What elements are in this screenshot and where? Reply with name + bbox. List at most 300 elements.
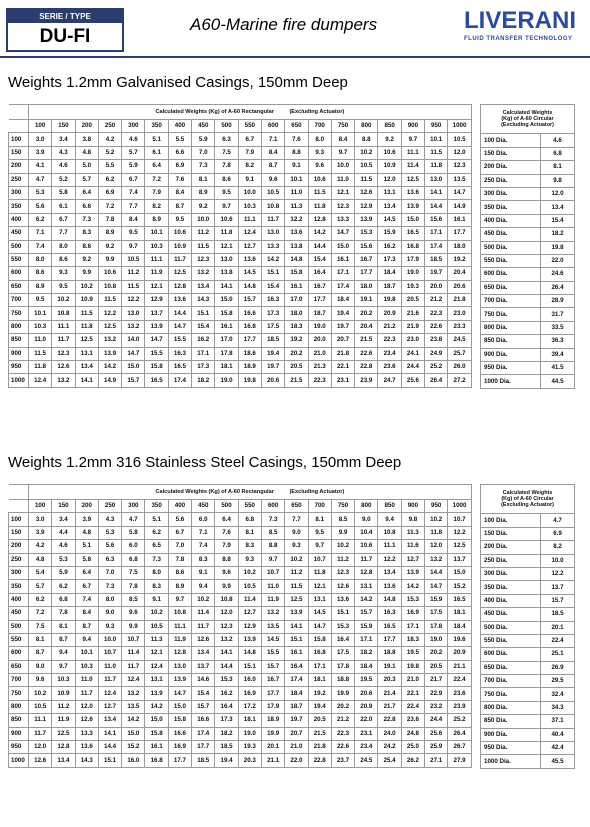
weight-cell: 8.3: [238, 540, 261, 553]
height-header: 950: [9, 741, 29, 754]
circular-weight: 13.7: [541, 581, 575, 594]
width-header: 400: [168, 500, 191, 513]
weight-cell: 16.1: [285, 647, 308, 660]
width-header: 800: [355, 500, 378, 513]
weight-cell: 8.0: [29, 253, 52, 266]
weight-cell: 3.4: [52, 513, 75, 526]
weight-cell: 13.6: [168, 294, 191, 307]
weight-cell: 13.0: [261, 227, 284, 240]
weight-cell: 26.7: [448, 741, 471, 754]
circular-weight: 24.6: [541, 268, 575, 281]
weight-cell: 20.6: [261, 374, 284, 387]
weight-cell: 15.0: [215, 294, 238, 307]
weight-cell: 11.2: [52, 700, 75, 713]
brand-tagline: FLUID TRANSFER TECHNOLOGY: [464, 36, 573, 42]
weight-cell: 8.8: [261, 540, 284, 553]
height-header: 950: [9, 361, 29, 374]
weight-cell: 19.4: [308, 700, 331, 713]
weight-cell: 13.8: [215, 267, 238, 280]
weight-cell: 11.9: [145, 267, 168, 280]
weight-cell: 13.9: [285, 607, 308, 620]
weight-cell: 7.3: [192, 160, 215, 173]
weight-cell: 22.3: [331, 727, 354, 740]
diameter-label: 150 Dia.: [481, 527, 541, 540]
weight-cell: 8.0: [145, 566, 168, 579]
weight-cell: 8.2: [145, 200, 168, 213]
weight-cell: 20.2: [355, 307, 378, 320]
weight-cell: 9.8: [401, 513, 424, 526]
weight-cell: 16.1: [145, 741, 168, 754]
weight-cell: 5.8: [52, 186, 75, 199]
height-header: 700: [9, 674, 29, 687]
weight-cell: 4.6: [122, 133, 145, 146]
weight-cell: 13.2: [215, 633, 238, 646]
circular-caption-line: (Excluding Actuator): [501, 122, 554, 129]
weight-cell: 25.6: [425, 727, 448, 740]
height-header: 450: [9, 607, 29, 620]
weight-cell: 11.2: [192, 227, 215, 240]
table-row: [9, 347, 472, 360]
weight-cell: 10.2: [425, 513, 448, 526]
weight-cell: 9.5: [29, 294, 52, 307]
weight-cell: 10.5: [238, 580, 261, 593]
weight-cell: 20.6: [355, 687, 378, 700]
weight-cell: 17.4: [168, 374, 191, 387]
weight-cell: 21.7: [378, 700, 401, 713]
weight-cell: 16.8: [238, 320, 261, 333]
circular-weight: 13.4: [541, 201, 575, 214]
weight-cell: 14.8: [378, 593, 401, 606]
weight-cell: 15.0: [331, 240, 354, 253]
width-header: 950: [425, 120, 448, 133]
weight-cell: 14.7: [145, 334, 168, 347]
width-header: 850: [378, 120, 401, 133]
caption-row: [9, 485, 472, 500]
weight-cell: 13.9: [401, 200, 424, 213]
circular-weight: 8.1: [541, 161, 575, 174]
weight-cell: 10.2: [52, 294, 75, 307]
weight-cell: 8.7: [75, 620, 98, 633]
circular-weight: 32.4: [541, 688, 575, 701]
weight-cell: 19.7: [425, 267, 448, 280]
weight-cell: 14.7: [122, 347, 145, 360]
circular-weight: 19.8: [541, 241, 575, 254]
weight-cell: 9.7: [122, 240, 145, 253]
weight-cell: 14.3: [192, 294, 215, 307]
weight-cell: 13.6: [285, 227, 308, 240]
weight-cell: 22.1: [401, 687, 424, 700]
weight-cell: 14.1: [75, 374, 98, 387]
weight-cell: 17.3: [215, 714, 238, 727]
weight-cell: 16.3: [168, 347, 191, 360]
weight-cell: 9.0: [98, 607, 121, 620]
circular-row: [481, 554, 575, 567]
weight-cell: 4.3: [52, 146, 75, 159]
weight-cell: 5.2: [98, 146, 121, 159]
height-header: 850: [9, 714, 29, 727]
weight-cell: 21.0: [285, 741, 308, 754]
weight-cell: 21.2: [378, 320, 401, 333]
weight-cell: 18.0: [285, 307, 308, 320]
section-title-stainless: Weights 1.2mm 316 Stainless Steel Casings, 150mm Deep: [8, 454, 402, 471]
weight-cell: 22.3: [378, 334, 401, 347]
weight-cell: 15.7: [355, 607, 378, 620]
weight-cell: 12.0: [448, 146, 471, 159]
weight-cell: 5.9: [122, 160, 145, 173]
weight-cell: 19.0: [215, 374, 238, 387]
weight-cell: 13.0: [168, 660, 191, 673]
weight-cell: 4.6: [52, 540, 75, 553]
corner-cell: [9, 485, 29, 500]
weight-cell: 6.2: [98, 173, 121, 186]
weight-cell: 15.2: [122, 741, 145, 754]
weight-cell: 3.0: [29, 133, 52, 146]
weight-cell: 9.9: [98, 253, 121, 266]
height-header: 150: [9, 146, 29, 159]
weight-cell: 6.8: [238, 513, 261, 526]
weight-cell: 6.0: [192, 513, 215, 526]
weight-cell: 19.1: [378, 660, 401, 673]
weight-cell: 12.6: [52, 361, 75, 374]
weight-cell: 10.5: [261, 186, 284, 199]
weight-cell: 18.5: [192, 754, 215, 767]
weight-cell: 17.1: [192, 347, 215, 360]
weight-cell: 15.3: [215, 674, 238, 687]
weight-cell: 14.7: [331, 227, 354, 240]
weight-cell: 5.7: [122, 146, 145, 159]
weight-cell: 4.3: [98, 513, 121, 526]
weight-cell: 10.6: [378, 146, 401, 159]
weight-cell: 7.0: [192, 146, 215, 159]
caption-row: [9, 105, 472, 120]
circular-caption-line: (Excluding Actuator): [501, 502, 554, 509]
weight-cell: 20.3: [378, 674, 401, 687]
weight-cell: 11.7: [192, 620, 215, 633]
weight-cell: 24.5: [448, 334, 471, 347]
weight-cell: 4.8: [29, 553, 52, 566]
weight-cell: 16.8: [145, 754, 168, 767]
table-row: [9, 714, 472, 727]
weight-cell: 21.2: [331, 714, 354, 727]
brand-logo: [464, 8, 584, 50]
weight-cell: 14.9: [98, 374, 121, 387]
weight-cell: 15.1: [192, 307, 215, 320]
weight-cell: 14.2: [308, 227, 331, 240]
weight-cell: 8.2: [238, 160, 261, 173]
width-header: 900: [401, 120, 424, 133]
weight-cell: 16.7: [261, 674, 284, 687]
weight-cell: 17.4: [331, 280, 354, 293]
weight-cell: 13.1: [145, 674, 168, 687]
weight-cell: 14.2: [145, 700, 168, 713]
weight-cell: 9.0: [285, 526, 308, 539]
weight-cell: 12.4: [145, 660, 168, 673]
weight-cell: 5.5: [168, 133, 191, 146]
circular-row: [481, 715, 575, 728]
weight-cell: 10.2: [29, 687, 52, 700]
weight-cell: 11.8: [29, 361, 52, 374]
weight-cell: 10.5: [122, 253, 145, 266]
weight-cell: 12.4: [29, 374, 52, 387]
weight-cell: 11.8: [308, 200, 331, 213]
weight-cell: 12.1: [308, 580, 331, 593]
weight-cell: 6.2: [29, 213, 52, 226]
weight-cell: 9.6: [29, 674, 52, 687]
weight-cell: 6.4: [75, 566, 98, 579]
width-header: 300: [122, 500, 145, 513]
weight-cell: 20.0: [425, 280, 448, 293]
weight-cell: 9.1: [192, 566, 215, 579]
weight-cell: 5.3: [52, 553, 75, 566]
weight-cell: 10.2: [355, 146, 378, 159]
weight-cell: 18.0: [448, 240, 471, 253]
weight-cell: 7.2: [145, 173, 168, 186]
header-divider: [0, 56, 590, 58]
weight-cell: 8.7: [261, 160, 284, 173]
circular-weight: 8.2: [541, 541, 575, 554]
width-header: 100: [29, 120, 52, 133]
weight-cell: 15.1: [238, 660, 261, 673]
height-header: 650: [9, 280, 29, 293]
weight-cell: 11.2: [285, 566, 308, 579]
weight-cell: 6.7: [122, 173, 145, 186]
weight-cell: 16.4: [308, 267, 331, 280]
weight-cell: 13.2: [98, 334, 121, 347]
height-header: 200: [9, 160, 29, 173]
circular-row: [481, 321, 575, 334]
weight-cell: 17.9: [401, 253, 424, 266]
weight-cell: 11.4: [401, 160, 424, 173]
height-header: 650: [9, 660, 29, 673]
table-row: [9, 146, 472, 159]
weight-cell: 7.7: [122, 200, 145, 213]
weight-cell: 18.4: [331, 294, 354, 307]
weight-cell: 19.3: [238, 741, 261, 754]
circular-row: [481, 514, 575, 527]
weight-cell: 15.5: [168, 334, 191, 347]
weight-cell: 11.1: [401, 146, 424, 159]
weight-cell: 11.3: [285, 200, 308, 213]
circular-row: [481, 241, 575, 254]
weight-cell: 10.2: [238, 566, 261, 579]
weight-cell: 14.6: [192, 674, 215, 687]
weight-cell: 23.4: [355, 741, 378, 754]
weight-cell: 16.4: [331, 633, 354, 646]
weight-cell: 14.2: [261, 253, 284, 266]
weight-cell: 9.5: [308, 526, 331, 539]
diameter-label: 350 Dia.: [481, 581, 541, 594]
weight-cell: 14.5: [238, 267, 261, 280]
weight-cell: 20.7: [285, 727, 308, 740]
stainless-circular-table: [480, 484, 575, 769]
weight-cell: 12.2: [285, 213, 308, 226]
circular-weight: 41.5: [541, 362, 575, 375]
weight-cell: 10.1: [145, 227, 168, 240]
weight-cell: 17.1: [355, 633, 378, 646]
table-row: [9, 280, 472, 293]
height-header: 700: [9, 294, 29, 307]
weight-cell: 4.6: [52, 160, 75, 173]
weight-cell: 21.8: [448, 294, 471, 307]
weight-cell: 9.1: [145, 593, 168, 606]
diameter-label: 450 Dia.: [481, 608, 541, 621]
weight-cell: 15.0: [145, 714, 168, 727]
weight-cell: 15.9: [425, 593, 448, 606]
weight-cell: 5.6: [168, 513, 191, 526]
rect-caption-text: Calculated Weights (Kg) of A-60 Rectangular: [155, 109, 274, 115]
weight-cell: 7.6: [285, 133, 308, 146]
weight-cell: 21.6: [401, 307, 424, 320]
circular-weight: 42.4: [541, 742, 575, 755]
weight-cell: 6.7: [75, 580, 98, 593]
weight-cell: 13.2: [261, 607, 284, 620]
weight-cell: 23.1: [355, 727, 378, 740]
weight-cell: 21.4: [378, 687, 401, 700]
weight-cell: 4.2: [29, 540, 52, 553]
weight-cell: 16.5: [448, 593, 471, 606]
weight-cell: 15.0: [401, 213, 424, 226]
weight-cell: 10.7: [261, 566, 284, 579]
circular-weight: 12.2: [541, 567, 575, 580]
series-name: DU-FI: [39, 26, 91, 47]
width-header: 600: [261, 500, 284, 513]
weight-cell: 6.3: [98, 553, 121, 566]
height-header: 100: [9, 133, 29, 146]
weight-cell: 7.1: [192, 526, 215, 539]
weight-cell: 8.8: [215, 553, 238, 566]
weight-cell: 22.6: [331, 741, 354, 754]
weight-cell: 13.2: [122, 687, 145, 700]
weight-cell: 9.6: [308, 160, 331, 173]
weight-cell: 8.9: [145, 213, 168, 226]
weight-cell: 5.5: [98, 160, 121, 173]
page-header: [0, 0, 590, 56]
weight-cell: 17.8: [331, 660, 354, 673]
diameter-label: 850 Dia.: [481, 715, 541, 728]
weight-cell: 6.0: [122, 540, 145, 553]
weight-cell: 11.4: [122, 647, 145, 660]
circular-weight: 15.7: [541, 594, 575, 607]
weight-cell: 10.1: [425, 133, 448, 146]
weight-cell: 14.1: [425, 186, 448, 199]
weight-cell: 13.9: [355, 213, 378, 226]
weight-cell: 13.9: [145, 687, 168, 700]
weight-cell: 16.6: [238, 307, 261, 320]
weight-cell: 15.9: [355, 620, 378, 633]
circular-row: [481, 134, 575, 147]
weight-cell: 12.6: [355, 186, 378, 199]
weight-cell: 13.4: [378, 566, 401, 579]
circular-weight: 25.1: [541, 648, 575, 661]
weight-cell: 13.7: [192, 660, 215, 673]
diameter-label: 250 Dia.: [481, 174, 541, 187]
weight-cell: 10.2: [331, 540, 354, 553]
table-row: [9, 727, 472, 740]
weight-cell: 13.0: [122, 307, 145, 320]
weight-cell: 8.4: [75, 607, 98, 620]
weight-cell: 13.6: [378, 580, 401, 593]
weight-cell: 17.7: [238, 334, 261, 347]
weight-cell: 10.3: [75, 660, 98, 673]
weight-cell: 9.2: [192, 200, 215, 213]
weight-cell: 16.8: [308, 647, 331, 660]
weight-cell: 8.6: [29, 267, 52, 280]
weight-cell: 12.1: [215, 240, 238, 253]
circular-row: [481, 214, 575, 227]
weight-cell: 16.5: [168, 361, 191, 374]
weight-cell: 10.8: [52, 307, 75, 320]
weight-cell: 18.1: [308, 674, 331, 687]
weight-cell: 7.7: [285, 513, 308, 526]
weight-cell: 16.2: [192, 334, 215, 347]
weight-cell: 11.0: [261, 580, 284, 593]
circular-row: [481, 728, 575, 741]
circular-weight: 22.0: [541, 254, 575, 267]
weight-cell: 20.2: [331, 700, 354, 713]
weight-cell: 12.5: [448, 540, 471, 553]
weight-cell: 12.3: [215, 620, 238, 633]
weight-cell: 12.9: [238, 620, 261, 633]
weight-cell: 15.4: [192, 320, 215, 333]
circular-weight: 28.9: [541, 295, 575, 308]
weight-cell: 16.7: [308, 280, 331, 293]
circular-row: [481, 228, 575, 241]
weight-cell: 11.6: [401, 540, 424, 553]
weight-cell: 13.1: [308, 593, 331, 606]
height-header: 1000: [9, 374, 29, 387]
weight-cell: 14.7: [168, 320, 191, 333]
weight-cell: 7.3: [261, 513, 284, 526]
circular-weight: 22.4: [541, 634, 575, 647]
weight-cell: 17.8: [215, 347, 238, 360]
weight-cell: 17.5: [425, 607, 448, 620]
weight-cell: 3.8: [75, 133, 98, 146]
weight-cell: 6.4: [145, 160, 168, 173]
weight-cell: 21.1: [261, 754, 284, 767]
weight-cell: 9.6: [215, 566, 238, 579]
weight-cell: 22.3: [308, 374, 331, 387]
weight-cell: 13.0: [425, 173, 448, 186]
weight-cell: 13.9: [401, 566, 424, 579]
weight-cell: 16.4: [285, 660, 308, 673]
width-header: 950: [425, 500, 448, 513]
weight-cell: 20.0: [308, 334, 331, 347]
weight-cell: 11.0: [331, 173, 354, 186]
section-title-galvanised: Weights 1.2mm Galvanised Casings, 150mm Deep: [8, 74, 348, 91]
weight-cell: 9.5: [122, 227, 145, 240]
width-header: 250: [98, 120, 121, 133]
weight-cell: 10.7: [308, 553, 331, 566]
weight-cell: 19.7: [261, 361, 284, 374]
weight-cell: 12.3: [448, 160, 471, 173]
weight-cell: 8.3: [192, 553, 215, 566]
weight-cell: 11.1: [29, 714, 52, 727]
weight-cell: 7.5: [215, 146, 238, 159]
weight-cell: 14.4: [308, 240, 331, 253]
table-row: [9, 240, 472, 253]
weight-cell: 13.3: [331, 213, 354, 226]
width-header: 450: [192, 120, 215, 133]
diameter-label: 800 Dia.: [481, 701, 541, 714]
weight-cell: 25.4: [378, 754, 401, 767]
circular-row: [481, 567, 575, 580]
weight-cell: 8.7: [168, 200, 191, 213]
weight-cell: 12.5: [285, 593, 308, 606]
galvanised-rect-table: [8, 104, 472, 388]
circular-row: [481, 308, 575, 321]
table-row: [9, 620, 472, 633]
width-header: 100: [29, 500, 52, 513]
